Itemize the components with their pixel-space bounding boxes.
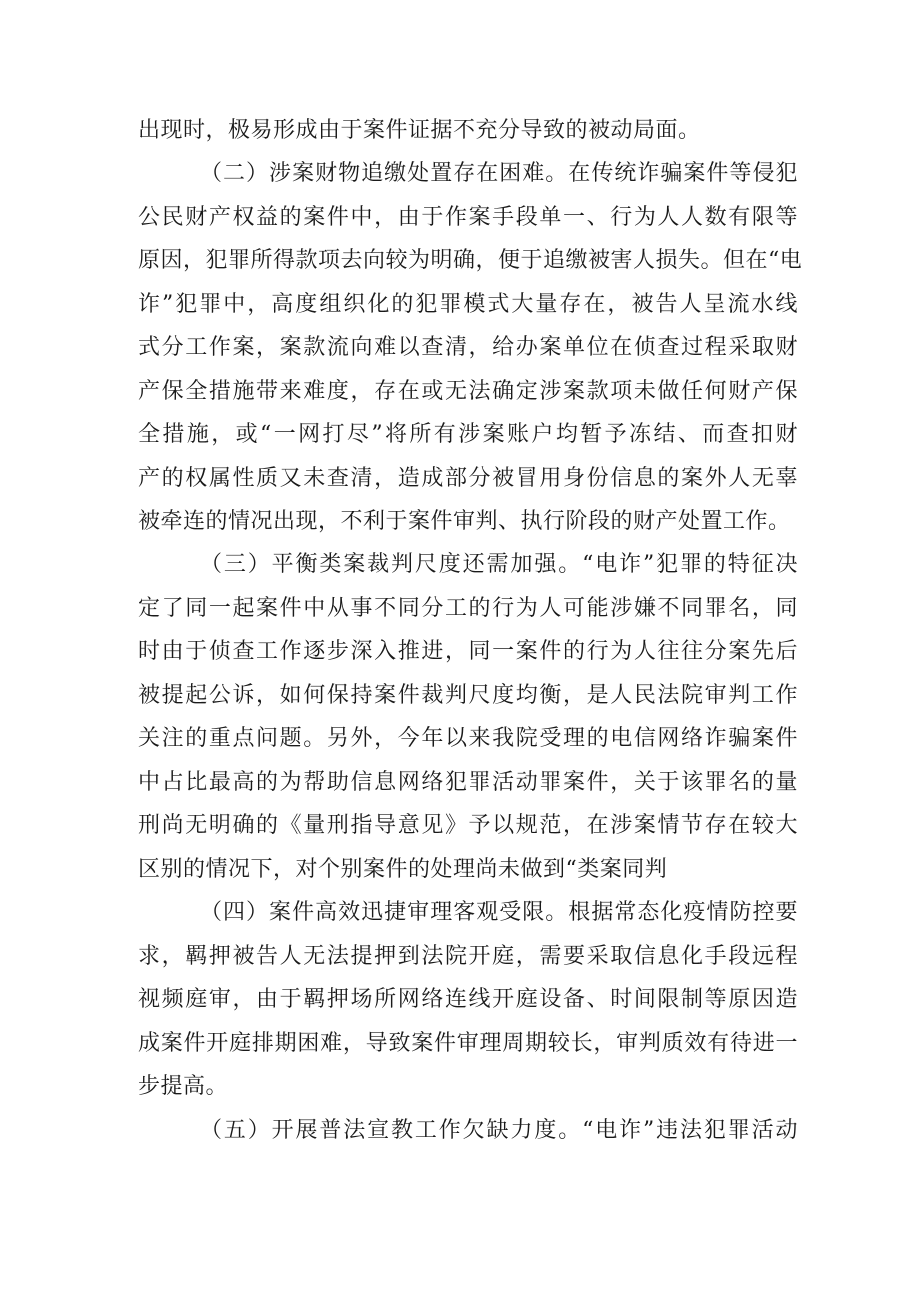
text-line: 步提高。 xyxy=(138,1074,229,1099)
text-line: 全措施，或“一网打尽”将所有涉案账户均暂予冻结、而查扣财 xyxy=(138,422,798,447)
text-line: 视频庭审，由于羁押场所网络连线开庭设备、时间限制等原因造 xyxy=(138,987,798,1012)
text-line: 时由于侦查工作逐步深入推进，同一案件的行为人往往分案先后 xyxy=(138,639,798,664)
text-line: 产的权属性质又未查清，造成部分被冒用身份信息的案外人无辜 xyxy=(138,466,798,491)
text-line: 诈”犯罪中，高度组织化的犯罪模式大量存在，被告人呈流水线 xyxy=(138,292,798,317)
text-line: 成案件开庭排期困难，导致案件审理周期较长，审判质效有待进一 xyxy=(138,1031,798,1056)
text-line: 中占比最高的为帮助信息网络犯罪活动罪案件，关于该罪名的量 xyxy=(138,770,798,795)
text-line: 被牵连的情况出现，不利于案件审判、执行阶段的财产处置工作。 xyxy=(138,509,791,534)
text-line: 产保全措施带来难度，存在或无法确定涉案款项未做任何财产保 xyxy=(138,379,798,404)
paragraph-heading-line: （二）涉案财物追缴处置存在困难。在传统诈骗案件等侵犯 xyxy=(200,161,798,186)
text-line: 关注的重点问题。另外，今年以来我院受理的电信网络诈骗案件 xyxy=(138,726,798,751)
text-line: 公民财产权益的案件中，由于作案手段单一、行为人人数有限等 xyxy=(138,205,798,230)
text-line: 求，羁押被告人无法提押到法院开庭，需要采取信息化手段远程 xyxy=(138,944,798,969)
paragraph-heading-line: （四）案件高效迅捷审理客观受限。根据常态化疫情防控要 xyxy=(200,900,798,925)
text-line: 式分工作案，案款流向难以查清，给办案单位在侦查过程采取财 xyxy=(138,335,798,360)
paragraph-heading-line: （三）平衡类案裁判尺度还需加强。“电诈”犯罪的特征决 xyxy=(200,552,798,577)
text-line: 定了同一起案件中从事不同分工的行为人可能涉嫌不同罪名，同 xyxy=(138,596,798,621)
text-line: 原因，犯罪所得款项去向较为明确，便于追缴被害人损失。但在“电 xyxy=(138,248,803,273)
text-line: 被提起公诉，如何保持案件裁判尺度均衡，是人民法院审判工作 xyxy=(138,683,798,708)
text-line: 刑尚无明确的《量刑指导意见》予以规范，在涉案情节存在较大 xyxy=(138,813,798,838)
text-line: 出现时，极易形成由于案件证据不充分导致的被动局面。 xyxy=(138,118,701,143)
text-line: 区别的情况下，对个别案件的处理尚未做到“类案同判 xyxy=(138,857,668,882)
paragraph-heading-line: （五）开展普法宣教工作欠缺力度。“电诈”违法犯罪活动 xyxy=(200,1118,798,1143)
